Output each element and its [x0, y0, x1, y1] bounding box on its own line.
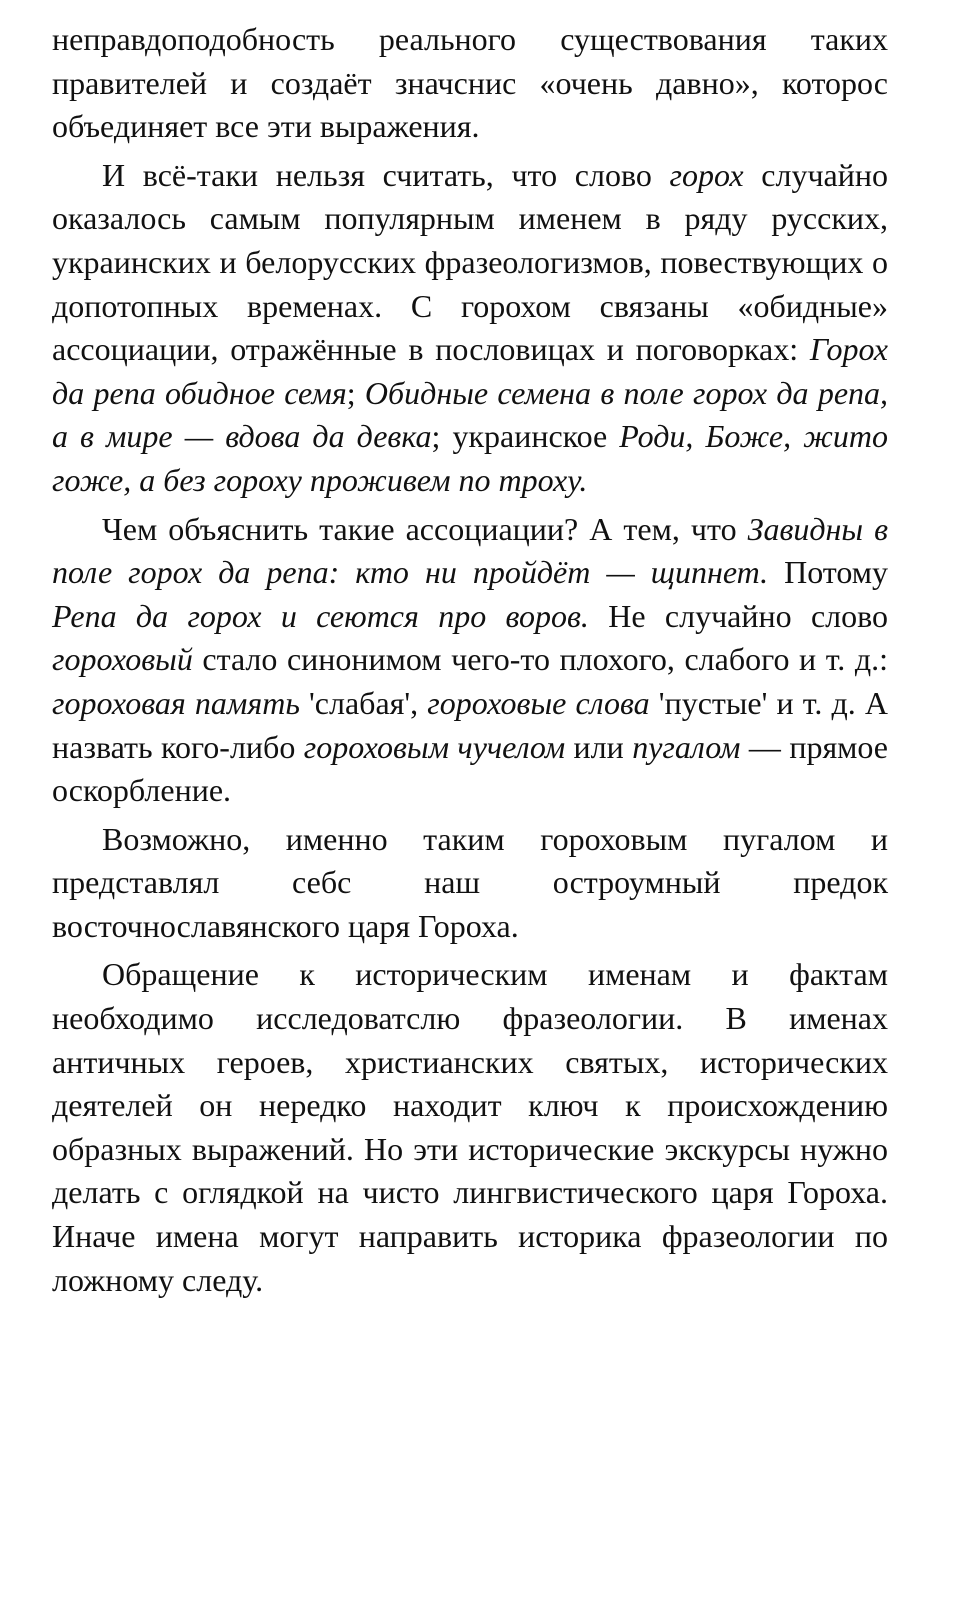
paragraph-2: [52, 154, 888, 503]
page-body: [52, 18, 888, 1302]
italic-segment: гороховая память: [52, 684, 300, 721]
italic-segment: Горох да репа обидное семя: [52, 331, 888, 411]
text-segment: неправдоподобность реального существования таких правителей и создаёт значснис «очень давно», которос объединяет все эти выражения.: [52, 21, 888, 145]
italic-segment: Обидные семена в поле горох да репа, а в мире — вдова да девка: [52, 374, 889, 455]
italic-segment: гороховый: [52, 641, 193, 678]
paragraph-3: [52, 508, 888, 813]
italic-segment: Роди, Боже, жито гоже, а без гороху проживем по троху.: [52, 418, 889, 498]
text-segment: 'пустые' и т. д. А назвать кого-либо: [52, 684, 889, 765]
italic-segment: пугалом: [632, 728, 741, 765]
text-segment: случайно оказалось самым популярным именем в ряду русских, украинских и белорусских фразеологизмов, повествующих о допотопных временах. С горохом связаны «обидные» ассоциации, отражённые в пословицах и поговорках:: [52, 156, 888, 368]
text-segment: 'слабая',: [299, 684, 428, 721]
italic-segment: гороховые слова: [427, 684, 650, 721]
text-segment: или: [565, 728, 633, 765]
text-segment: Потому: [768, 554, 889, 591]
text-segment: Обращение к историческим именам и фактам необходимо исследоватслю фразеологии. В именах античных героев, христианских святых, исторических деятелей он нередко находит ключ к происхождению образных выражений. Но эти исторические экскурсы нужно делать с оглядкой на чисто лингвистического царя Гороха. Иначе имена могут направить историка фразеологии по ложному следу.: [52, 956, 888, 1298]
text-segment: стало синонимом чего-то плохого, слабого и т. д.:: [192, 641, 888, 678]
paragraph-1: [52, 18, 888, 149]
paragraph-4: [52, 818, 888, 949]
paragraph-5: [52, 953, 888, 1302]
text-segment: Не случайно слово: [588, 597, 889, 634]
text-segment: ;: [346, 374, 365, 411]
italic-segment: Репа да горох и сеются про воров.: [52, 597, 589, 634]
text-segment: Возможно, именно таким гороховым пугалом и представлял себс наш остроумный предок восточнославянского царя Гороха.: [52, 820, 888, 944]
italic-segment: Завидны в поле горох да репа: кто ни пройдёт — щипнет.: [52, 510, 889, 591]
text-segment: ; украинское: [431, 418, 620, 455]
text-segment: — прямое оскорбление.: [52, 728, 889, 809]
italic-segment: гороховым чучелом: [303, 728, 566, 765]
text-segment: Чем объяснить такие ассоциации? А тем, что: [102, 510, 748, 547]
text-segment: И всё-таки нельзя считать, что слово: [102, 156, 670, 193]
italic-segment: горох: [669, 156, 744, 193]
